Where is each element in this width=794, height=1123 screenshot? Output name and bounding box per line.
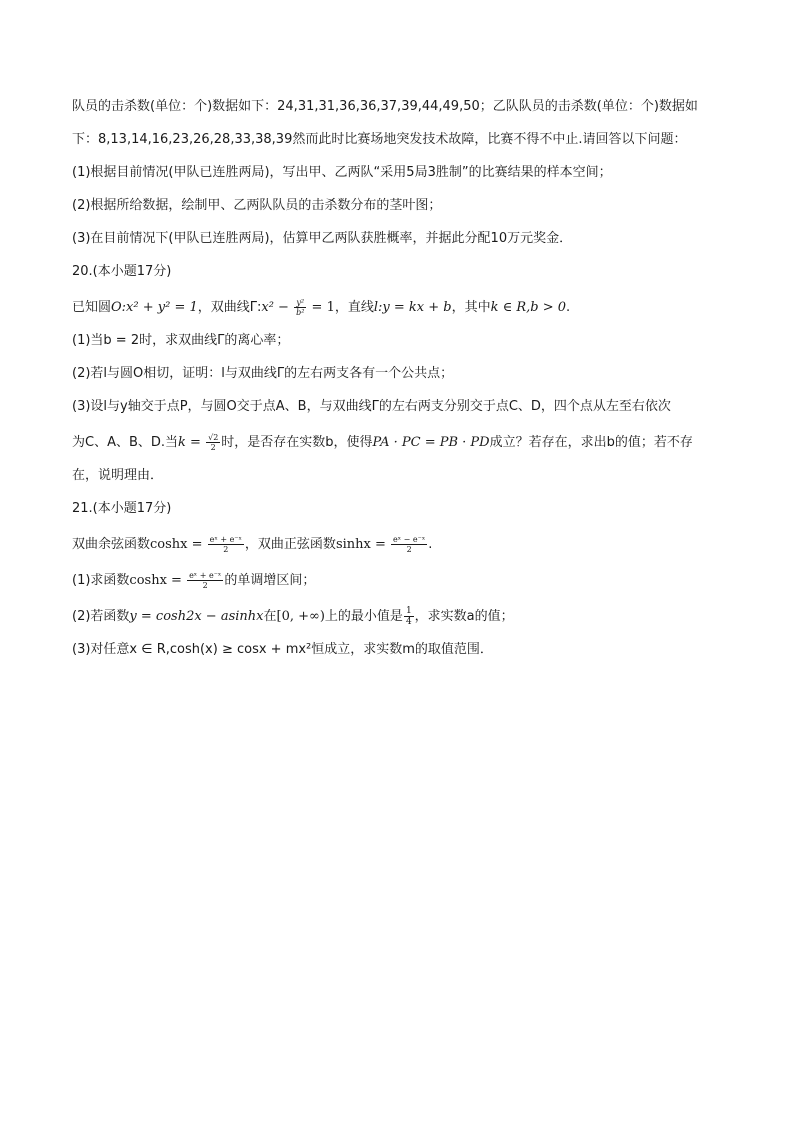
p20-q3-k-num: √2 [208,433,219,442]
p21-intro [72,531,722,559]
p20-hyperbola-fraction [294,298,306,317]
p19-line-1: 队员的击杀数(单位：个)数据如下：24,31,31,36,36,37,39,44,49,50；乙队队员的击杀数(单位：个)数据如 [72,99,698,114]
p20-circle-eq: O:x² + y² = 1 [111,300,198,315]
p21-sinh-label: sinhx = [335,537,391,552]
p20-q3-text-c: 成立？若存在，求出b的值；若不存 [489,435,693,450]
p21-question-1 [72,567,722,595]
p20-q3-vector-eq: PA · PC = PB · PD [372,435,490,450]
p21-cosh-den: 2 [223,545,229,554]
p20-hyperbola-den: b² [296,308,305,317]
p20-q3-k: k = [178,435,206,450]
p21-q2-text-c: 上的最小值是 [324,609,403,624]
p21-q1-cosh: coshx = [129,573,187,588]
p21-q2-num: 1 [405,606,412,616]
p20-hyperbola-num: y² [294,298,306,308]
p20-intro-text-a: 已知圆 [72,300,112,315]
p20-question-1: (1)当b = 2时，求双曲线Γ的离心率； [72,333,290,348]
p20-condition: k ∈ R,b > 0 [490,300,567,315]
p21-intro-text-c: . [428,537,433,552]
document-page [72,96,722,672]
p20-hyperbola-a: x² − [261,300,294,315]
p20-question-3-line-2 [72,429,722,457]
p20-q3-k-den: 2 [210,443,216,452]
p20-line-eq: l:y = kx + b [373,300,452,315]
p21-q2-text-b: 在 [263,609,277,624]
p21-sinh-den: 2 [406,545,412,554]
p19-question-1: (1)根据目前情况(甲队已连胜两局)，写出甲、乙两队“采用5局3胜制”的比赛结果的样本空间； [72,165,612,180]
p20-intro [72,294,722,322]
p21-question-2 [72,603,722,631]
p21-q2-fraction [404,606,414,627]
p21-q1-num: eˣ + e⁻ˣ [189,571,222,580]
p21-intro-text-a: 双曲余弦函数 [72,537,151,552]
p21-sinh-fraction [391,535,427,554]
p20-question-3-line-1: (3)设l与y轴交于点P，与圆O交于点A、B，与双曲线Γ的左右两支分别交于点C、D，四个点从左至右依次 [72,399,671,414]
p21-q2-function: y = cosh2x − asinhx [129,609,264,624]
p21-question-3: (3)对任意x ∈ R,cosh(x) ≥ cosx + mx²恒成立，求实数m的取值范围． [72,642,493,657]
p20-hyperbola-b: = 1 [307,300,335,315]
p21-cosh-num: eˣ + e⁻ˣ [209,535,242,544]
p21-heading: 21.(本小题17分) [72,501,172,516]
p21-cosh-fraction [208,535,244,554]
p20-question-3-line-3: 在，说明理由． [72,468,164,483]
p20-q3-k-fraction [206,433,220,452]
p21-cosh-label: coshx = [150,537,207,552]
p21-q1-text-b: 的单调增区间； [224,573,316,588]
p21-q1-text-a: (1)求函数 [72,573,130,588]
p21-q2-text-a: (2)若函数 [72,609,130,624]
p20-q3-text-b: 时，是否存在实数b，使得 [221,435,373,450]
p19-line-2: 下：8,13,14,16,23,26,28,33,38,39然而此时比赛场地突发技术故障，比赛不得不中止.请回答以下问题： [72,132,687,147]
p21-q2-interval: [0, +∞) [276,609,325,624]
p21-q2-text-d: ，求实数a的值； [414,609,514,624]
p20-q3-text-a: 为C、A、B、D.当 [72,435,179,450]
p20-intro-text-d: ，其中 [451,300,491,315]
p19-question-2: (2)根据所给数据，绘制甲、乙两队队员的击杀数分布的茎叶图； [72,198,442,213]
p21-q1-fraction [187,571,223,590]
p19-question-3: (3)在目前情况下(甲队已连胜两局)，估算甲乙两队获胜概率，并据此分配10万元奖金． [72,231,573,246]
p20-question-2: (2)若l与圆O相切，证明：l与双曲线Γ的左右两支各有一个公共点； [72,366,454,381]
p20-heading: 20.(本小题17分) [72,264,172,279]
p21-q1-den: 2 [202,581,208,590]
p20-intro-text-e: . [566,300,571,315]
p21-intro-text-b: ，双曲正弦函数 [244,537,336,552]
p21-sinh-num: eˣ − e⁻ˣ [393,535,426,544]
p21-q2-den: 4 [405,617,412,627]
p20-intro-text-b: ，双曲线Γ: [197,300,262,315]
p20-intro-text-c: ，直线 [334,300,374,315]
